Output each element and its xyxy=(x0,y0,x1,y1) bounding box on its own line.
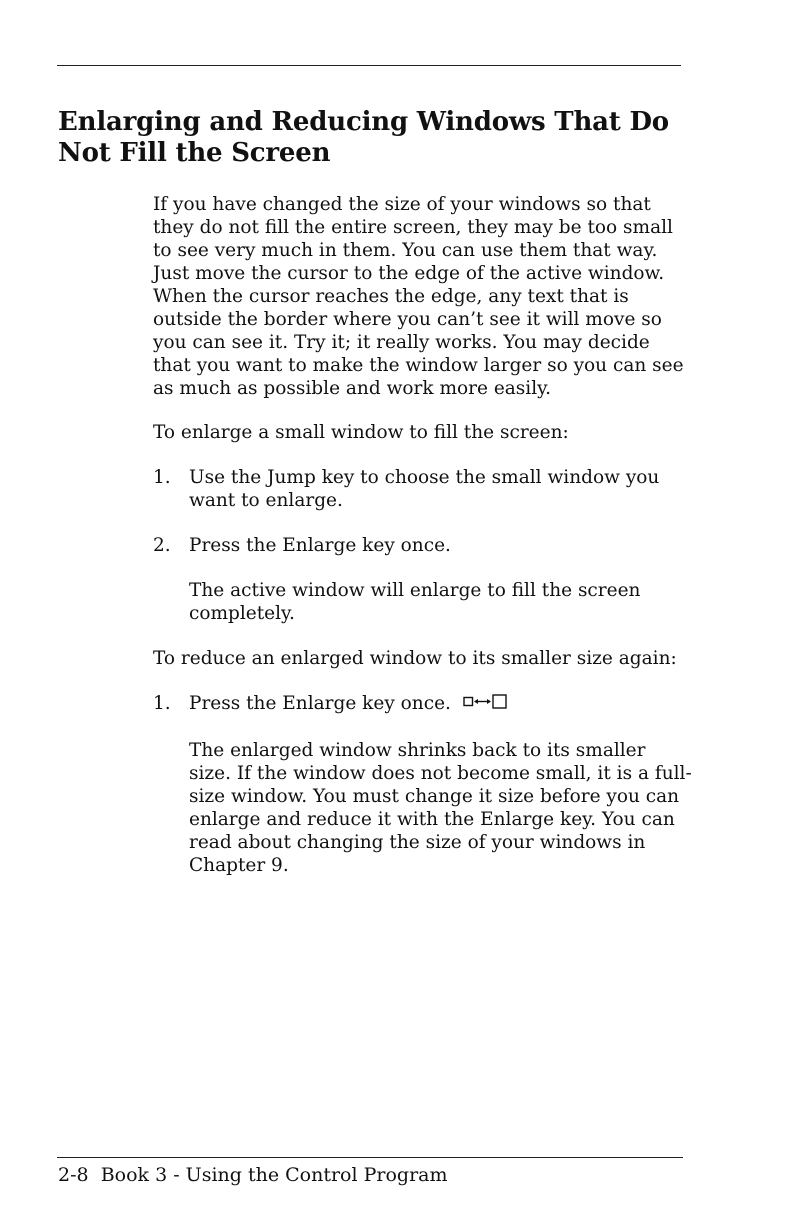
list-item xyxy=(153,466,693,512)
page-number: 2-8 xyxy=(58,1164,89,1186)
main-content xyxy=(153,193,693,899)
step-number: 1. xyxy=(153,467,171,488)
section-title: Enlarging and Reducing Windows That Do Not Fill the Screen xyxy=(58,107,669,168)
footer-rule xyxy=(57,1157,683,1158)
header-rule xyxy=(57,65,681,66)
enlarge-steps xyxy=(153,466,693,557)
enlarge-lead: To enlarge a small window to fill the screen: xyxy=(153,422,569,443)
step-text: Use the Jump key to choose the small window you want to enlarge. xyxy=(189,467,660,511)
reduce-result: The enlarged window shrinks back to its smaller size. If the window does not become small, it is a full-size window. You must change it size before you can enlarge and reduce it with the Enlarge key. You can read about changing the size of your windows in Chapter 9. xyxy=(189,740,692,876)
reduce-steps xyxy=(153,692,693,717)
book-title: Book 3 - Using the Control Program xyxy=(100,1164,448,1186)
list-item xyxy=(153,534,693,557)
step-number: 1. xyxy=(153,693,171,714)
step-text: Press the Enlarge key once. xyxy=(189,535,451,556)
intro-paragraph: If you have changed the size of your windows so that they do not fill the entire screen, they may be too small to see very much in them. You can use them that way. Just move the cursor to the edge of the active window. When the cursor reaches the edge, any text that is outside the border where you can’t see it will move so you can see it. Try it; it really works. You may decide that you want to make the window larger so you can see as much as possible and work more easily. xyxy=(153,194,684,399)
step-number: 2. xyxy=(153,535,171,556)
reduce-lead: To reduce an enlarged window to its smaller size again: xyxy=(153,648,677,669)
enlarge-result: The active window will enlarge to fill the screen completely. xyxy=(189,580,641,624)
enlarge-key-icon xyxy=(463,693,509,717)
page-footer xyxy=(58,1162,448,1188)
step-text: Press the Enlarge key once. xyxy=(189,693,451,714)
list-item xyxy=(153,692,693,717)
